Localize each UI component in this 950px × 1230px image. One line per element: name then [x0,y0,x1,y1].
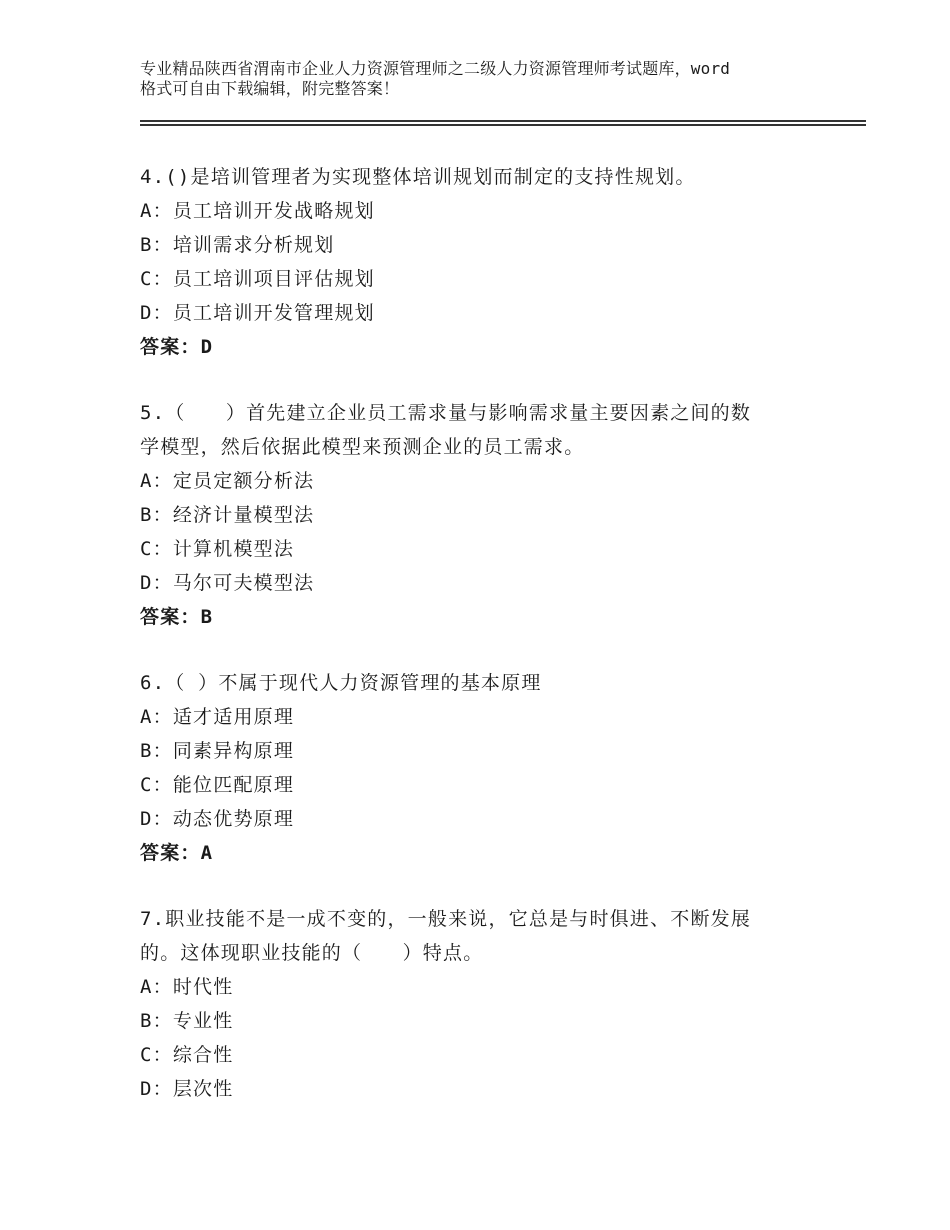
header-title-line-1: 专业精品陕西省渭南市企业人力资源管理师之二级人力资源管理师考试题库，word [140,59,731,78]
header-divider [140,120,866,126]
question-stem-continued: 学模型，然后依据此模型来预测企业的员工需求。 [140,436,585,458]
answer-label: 答案：B [140,606,214,628]
option-d: D：马尔可夫模型法 [140,572,315,594]
question-list [140,160,820,1138]
option-a: A：适才适用原理 [140,706,295,728]
option-d: D：员工培训开发管理规划 [140,302,375,324]
option-b: B：培训需求分析规划 [140,234,335,256]
question-stem: 7.职业技能不是一成不变的，一般来说，它总是与时俱进、不断发展 [140,908,752,930]
option-a: A：员工培训开发战略规划 [140,200,375,222]
question-4 [140,160,820,364]
question-7 [140,902,820,1106]
question-6 [140,666,820,870]
question-stem: 6.（ ）不属于现代人力资源管理的基本原理 [140,672,542,694]
option-d: D：动态优势原理 [140,808,295,830]
question-5 [140,396,820,634]
option-b: B：经济计量模型法 [140,504,315,526]
answer-label: 答案：D [140,336,214,358]
option-b: B：同素异构原理 [140,740,295,762]
option-b: B：专业性 [140,1010,234,1032]
question-stem-continued: 的。这体现职业技能的（ ）特点。 [140,942,484,964]
option-c: C：计算机模型法 [140,538,295,560]
header-title-line-2: 格式可自由下载编辑，附完整答案！ [140,79,400,98]
option-a: A：定员定额分析法 [140,470,315,492]
document-header [140,59,840,99]
option-d: D：层次性 [140,1078,234,1100]
option-c: C：员工培训项目评估规划 [140,268,375,290]
option-a: A：时代性 [140,976,234,998]
option-c: C：综合性 [140,1044,234,1066]
option-c: C：能位匹配原理 [140,774,295,796]
answer-label: 答案：A [140,842,214,864]
question-stem: 4.()是培训管理者为实现整体培训规划而制定的支持性规划。 [140,166,696,188]
question-stem: 5.（ ）首先建立企业员工需求量与影响需求量主要因素之间的数 [140,402,752,424]
